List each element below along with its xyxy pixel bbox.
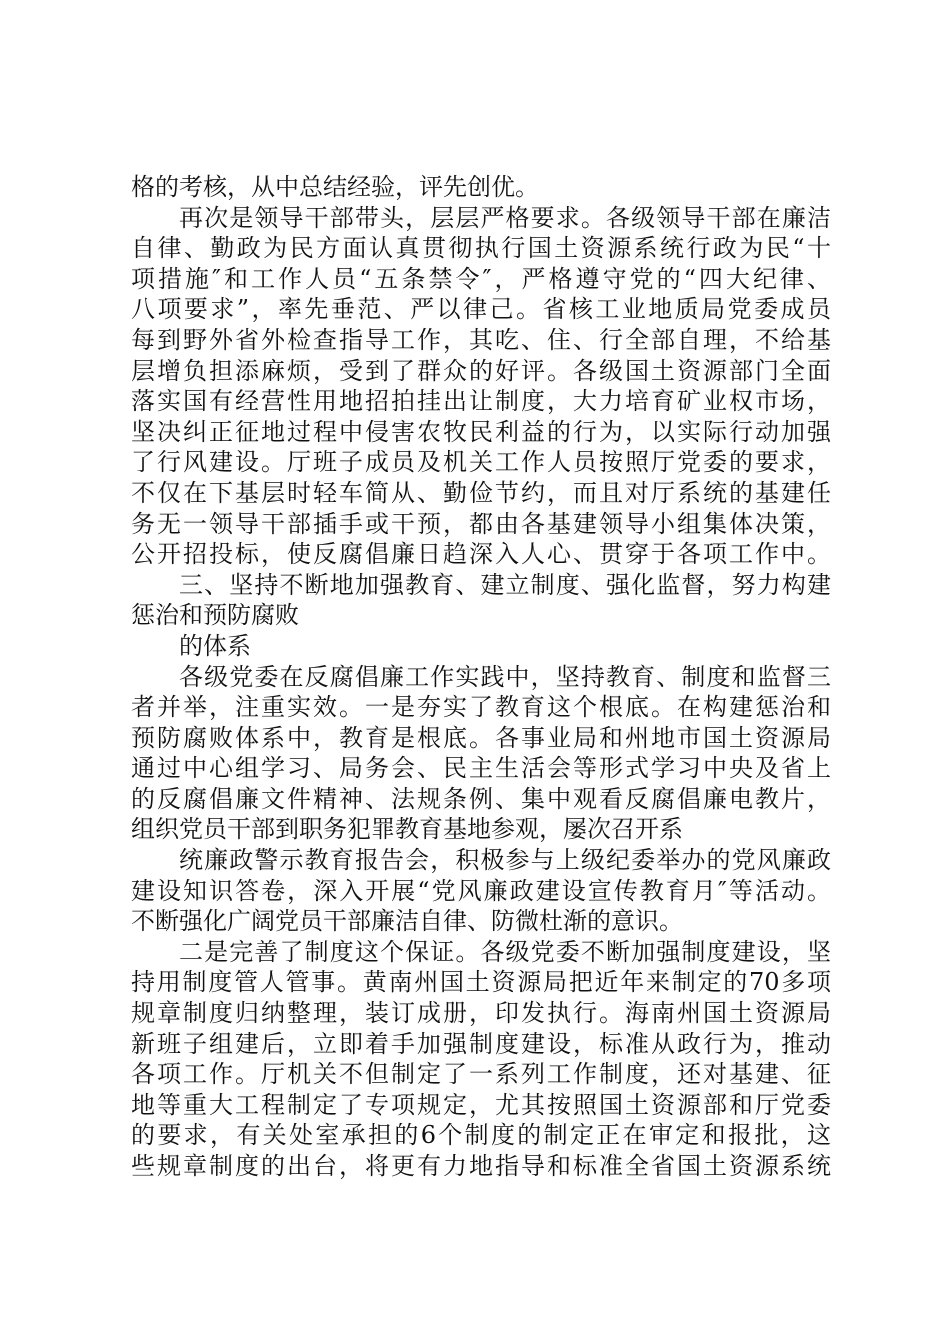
text-line: 者并举，注重实效。一是夯实了教育这个根底。在构建惩治和 <box>131 693 831 722</box>
text-line: 惩治和预防腐败 <box>131 601 299 630</box>
text-line: 新班子组建后，立即着手加强制度建设，标准从政行为，推动 <box>131 1029 831 1058</box>
text-line: 三、坚持不断地加强教育、建立制度、强化监督，努力构建 <box>179 570 831 599</box>
text-line: 公开招投标，使反腐倡廉日趋深入人心、贯穿于各项工作中。 <box>131 540 831 569</box>
text-line: 坚决纠正征地过程中侵害农牧民利益的行为，以实际行动加强 <box>131 417 831 446</box>
text-line: 落实国有经营性用地招拍挂出让制度，大力培育矿业权市场， <box>131 387 831 416</box>
text-line: 统廉政警示教育报告会，积极参与上级纪委举办的党风廉政 <box>179 846 831 875</box>
text-line: 不断强化广阔党员干部廉洁自律、防微杜渐的意识。 <box>131 907 683 936</box>
text-line: 自律、勤政为民方面认真贯彻执行国土资源系统行政为民“十 <box>131 234 831 263</box>
text-line: 预防腐败体系中，教育是根底。各事业局和州地市国土资源局 <box>131 723 831 752</box>
text-line: 了行风建设。厅班子成员及机关工作人员按照厅党委的要求， <box>131 448 831 477</box>
text-line: 持用制度管人管事。黄南州国土资源局把近年来制定的70多项 <box>131 968 831 997</box>
text-line: 务无一领导干部插手或干预，都由各基建领导小组集体决策， <box>131 509 831 538</box>
text-line: 格的考核，从中总结经验，评先创优。 <box>131 173 539 201</box>
text-line: 地等重大工程制定了专项规定，尤其按照国土资源部和厅党委 <box>131 1090 831 1119</box>
text-line: 组织党员干部到职务犯罪教育基地参观，屡次召开系 <box>131 815 683 844</box>
text-line: 每到野外省外检查指导工作，其吃、住、行全部自理，不给基 <box>131 325 831 354</box>
text-line: 些规章制度的出台，将更有力地指导和标准全省国土资源系统 <box>131 1152 831 1180</box>
text-line: 通过中心组学习、局务会、民主生活会等形式学习中央及省上 <box>131 754 831 783</box>
text-line: 项措施″和工作人员“五条禁令″，严格遵守党的“四大纪律、 <box>131 264 831 293</box>
text-line: 建设知识答卷，深入开展“党风廉政建设宣传教育月″等活动。 <box>131 876 831 905</box>
text-line: 八项要求”，率先垂范、严以律己。省核工业地质局党委成员 <box>131 295 831 324</box>
text-line: 不仅在下基层时轻车简从、勤俭节约，而且对厅系统的基建任 <box>131 478 831 507</box>
text-line: 的要求，有关处室承担的6个制度的制定正在审定和报批，这 <box>131 1121 831 1150</box>
text-line: 再次是领导干部带头，层层严格要求。各级领导干部在廉洁 <box>179 203 831 232</box>
text-line: 的反腐倡廉文件精神、法规条例、集中观看反腐倡廉电教片， <box>131 784 831 813</box>
text-line: 各项工作。厅机关不但制定了一系列工作制度，还对基建、征 <box>131 1060 831 1089</box>
text-line: 二是完善了制度这个保证。各级党委不断加强制度建设，坚 <box>179 937 831 966</box>
text-line: 规章制度归纳整理，装订成册，印发执行。海南州国土资源局 <box>131 999 831 1028</box>
text-line: 层增负担添麻烦，受到了群众的好评。各级国土资源部门全面 <box>131 356 831 385</box>
text-line: 的体系 <box>179 631 251 660</box>
text-line: 各级党委在反腐倡廉工作实践中，坚持教育、制度和监督三 <box>179 662 831 691</box>
body-text <box>131 172 831 1182</box>
